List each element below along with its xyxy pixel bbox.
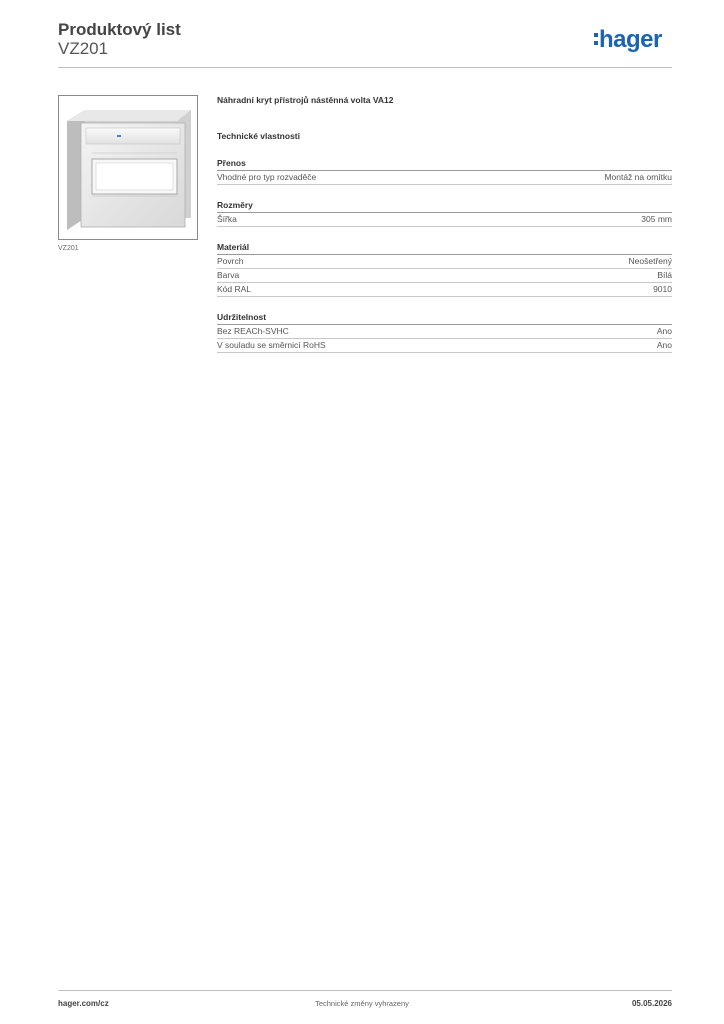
- footer-divider: [58, 990, 672, 991]
- spec-group-transfer: [217, 158, 672, 185]
- hager-logo: [594, 28, 662, 52]
- spec-row: [217, 171, 672, 185]
- spec-label: Kód RAL: [217, 284, 252, 294]
- logo-text: hager: [599, 26, 662, 53]
- section-title: Technické vlastnosti: [217, 131, 300, 141]
- spec-label: Povrch: [217, 256, 244, 266]
- header-divider: [58, 67, 672, 68]
- enclosure-cover-illustration: [59, 96, 197, 239]
- group-title: Přenos: [217, 158, 672, 171]
- spec-label: Barva: [217, 270, 240, 280]
- product-code: VZ201: [58, 39, 109, 58]
- image-caption: VZ201: [58, 245, 79, 252]
- spec-value: Bílá: [657, 270, 672, 280]
- spec-row: [217, 213, 672, 227]
- footer-date: 05.05.2026: [631, 999, 672, 1008]
- group-title: Rozměry: [217, 200, 672, 213]
- spec-value: 9010: [653, 284, 672, 294]
- spec-group-material: [217, 242, 672, 297]
- page-title: Produktový list: [58, 20, 181, 39]
- spec-label: Vhodné pro typ rozvaděče: [217, 172, 317, 182]
- specifications: [217, 95, 672, 353]
- spec-group-sustainability: [217, 312, 672, 353]
- group-title: Udržitelnost: [217, 312, 672, 325]
- group-title: Materiál: [217, 242, 672, 255]
- spec-row: [217, 269, 672, 283]
- spec-value: Montáž na omítku: [604, 172, 672, 182]
- spec-row: [217, 339, 672, 353]
- spec-value: Ano: [656, 340, 672, 350]
- spec-value: Ano: [656, 326, 672, 336]
- spec-value: Neošetřený: [628, 256, 672, 266]
- footer-note: Technické změny vyhrazeny: [315, 999, 409, 1008]
- spec-group-dimensions: [217, 200, 672, 227]
- spec-row: [217, 255, 672, 269]
- footer-website-link[interactable]: hager.com/cz: [58, 999, 109, 1008]
- spec-row: [217, 325, 672, 339]
- product-name: Náhradní kryt přístrojů nástěnná volta VA12: [217, 95, 394, 105]
- spec-label: V souladu se směrnicí RoHS: [217, 340, 326, 350]
- spec-row: [217, 283, 672, 297]
- product-image: [58, 95, 198, 240]
- spec-label: Bez REACh-SVHC: [217, 326, 289, 336]
- spec-value: 305 mm: [641, 214, 672, 224]
- spec-label: Šířka: [217, 214, 237, 224]
- logo-dots-icon: [594, 28, 598, 45]
